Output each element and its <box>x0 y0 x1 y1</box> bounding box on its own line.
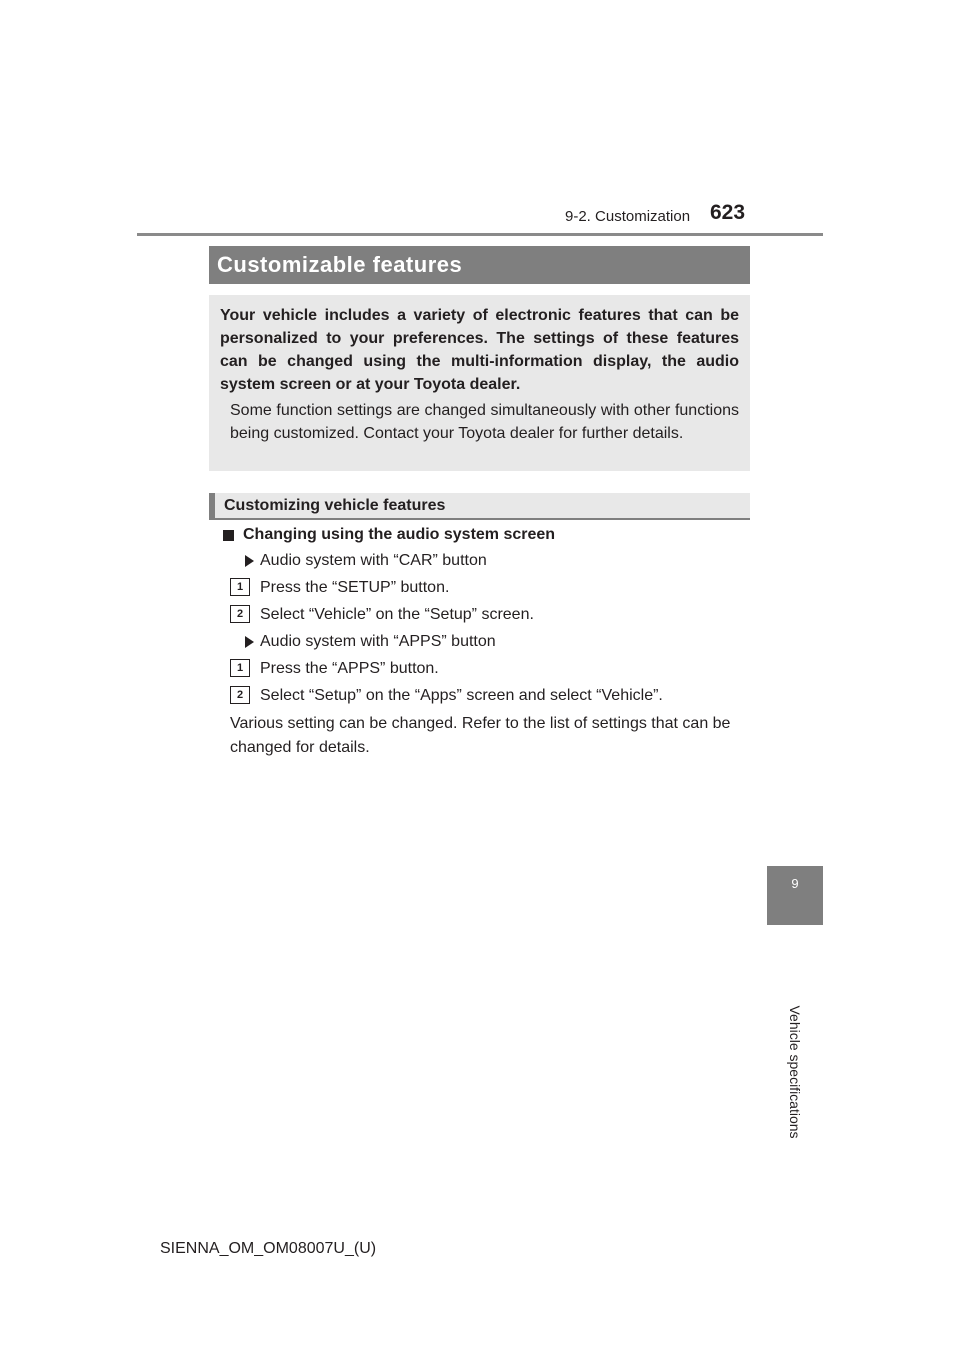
step-number-icon: 1 <box>230 578 250 596</box>
car-step-1: Press the “SETUP” button. <box>260 579 450 596</box>
arrow-bullet-icon <box>245 636 254 648</box>
chapter-tab <box>767 866 823 925</box>
apps-step-1: Press the “APPS” button. <box>260 660 439 677</box>
header-rule <box>137 233 823 236</box>
title-bar <box>209 246 750 284</box>
procedure-heading: Changing using the audio system screen <box>243 526 556 543</box>
procedure-note: Various setting can be changed. Refer to the list of settings that can be changed for details. <box>230 715 731 756</box>
header-section: 9-2. Customization <box>565 208 691 225</box>
apps-option-label: Audio system with “APPS” button <box>260 633 496 650</box>
page-title: Customizable features <box>217 252 463 277</box>
car-option-label: Audio system with “CAR” button <box>260 552 487 569</box>
step-number-icon: 1 <box>230 659 250 677</box>
subsection-header <box>209 493 750 520</box>
page-number: 623 <box>710 201 746 224</box>
intro-normal-text: Some function settings are changed simultaneously with other functions being customized. Contact your Toyota dealer for further details. <box>230 402 739 442</box>
arrow-bullet-icon <box>245 555 254 567</box>
chapter-label: Vehicle specifications <box>787 1005 803 1139</box>
footer-code: SIENNA_OM_OM08007U_(U) <box>160 1240 377 1257</box>
intro-bold-text: Your vehicle includes a variety of electronic features that can be personalized to your preferences. The settings of these features can be changed using the multi-information display, the audio system screen or at your Toyota dealer. <box>220 307 739 393</box>
subsection-title: Customizing vehicle features <box>224 497 446 514</box>
intro-box <box>209 295 750 471</box>
apps-step-2: Select “Setup” on the “Apps” screen and select “Vehicle”. <box>260 687 663 704</box>
step-number-icon: 2 <box>230 686 250 704</box>
square-bullet-icon <box>223 530 234 541</box>
chapter-number: 9 <box>791 876 799 891</box>
car-step-2: Select “Vehicle” on the “Setup” screen. <box>260 606 534 623</box>
step-number-icon: 2 <box>230 605 250 623</box>
subsection-accent <box>209 493 215 518</box>
